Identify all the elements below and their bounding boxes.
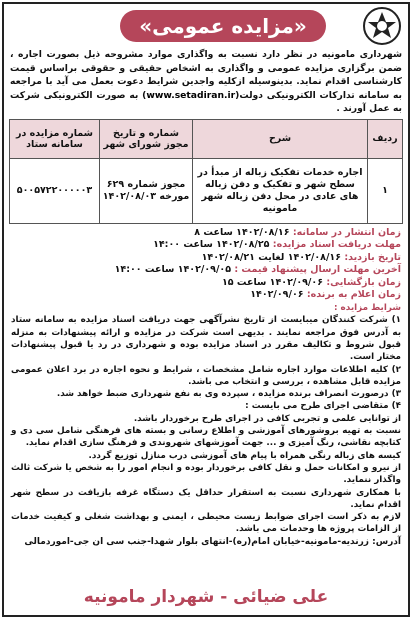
condition-item: کیسه های زباله رنگی همراه با پیام های آموزشی درب منازل توزیع گردد. bbox=[88, 450, 401, 461]
condition-item: با همکاری شهرداری نسبت به استقرار حداقل یک دستگاه غرفه بازیافت در سطح شهر اقدام نماید. bbox=[11, 487, 401, 510]
table-header-row bbox=[10, 119, 403, 158]
col-header-auction-number: شماره مزایده در سامانه ستاد bbox=[10, 119, 100, 158]
condition-item: ۱) شرکت کنندگان میبایست از تاریخ نشرآگهی جهت دریافت اسناد مزایده به سامانه ستاد به آدرس فوق مراجعه نمایند . بدیهی است شرکت در مزایده و ارائه پیشنهادات به منزله قبول شروط و تکالیف مقرر در اسناد مزایده بوده و شهرداری در رد یا قبول پیشنهادات مختار است. bbox=[11, 315, 401, 363]
date-line: زمان انتشار در سامانه: ۱۴۰۲/۰۸/۱۶ ساعت ۸ bbox=[194, 226, 401, 238]
dates-section bbox=[4, 224, 408, 303]
col-header-description: شرح bbox=[193, 119, 368, 158]
condition-item: ۲) کلیه اطلاعات موارد اجاره شامل مشخصات ، شرایط و نحوه اجاره در برد اعلان عمومی مزایده قابل مشاهده ، بررسی و انتخاب می باشد. bbox=[11, 364, 401, 387]
col-header-row-number: ردیف bbox=[368, 119, 403, 158]
intro-paragraph: شهرداری مامونیه در نظر دارد نسبت به واگذاری موارد مشروحه ذیل بصورت اجاره ، ضمن برگزاری مزایده عمومی و واگذاری به اشخاص حقیقی و حقوقی براساس قیمت کارشناسی اقدام نماید. بدینوسیله ازکلیه واجدین شرایط دعوت بعمل می آید با مراجعه به سامانه تدارکات الکترونیکی دولت(www.setadiran.ir) به صورت الکترونیکی شرکت به عمل آورند . bbox=[10, 49, 402, 114]
municipality-logo-icon bbox=[362, 6, 402, 46]
conditions-title: شرایط مزایده : bbox=[333, 303, 401, 314]
signature: علی ضیائی - شهردار مامونیه bbox=[83, 587, 329, 607]
condition-item: لازم به ذکر است اجرای ضوابط زیست محیطی ، ایمنی و بهداشت شغلی و کیفیت خدمات از الزامات پروژه ها وحدمات می باشد. bbox=[11, 512, 401, 535]
auction-table bbox=[9, 119, 403, 224]
condition-item: ۴) متقاضی اجرای طرح می بایست : bbox=[245, 401, 401, 412]
setadiran-link[interactable]: www.setadiran.ir bbox=[146, 89, 236, 101]
date-line: تاریخ بازدید: ۱۴۰۲/۰۸/۱۶ لغایت ۱۴۰۲/۰۸/۲۱ bbox=[201, 251, 401, 263]
condition-item: نسبت به تهیه بروشورهای آموزشی و اطلاع رسانی و بسته های فرهنگی شامل سی دی و کتابچه نقاشی، رنگ آمیزی و ... جهت آموزشهای شهروندی و فرهنگ سازی اقدام نماید. bbox=[11, 426, 401, 449]
address-label: آدرس: bbox=[372, 536, 401, 547]
address-line bbox=[4, 536, 408, 548]
cell-description: اجاره خدمات تفکیک زباله از مبدأ در سطح شهر و تفکیک و دفن زباله های عادی در محل دفن زباله شهر مامونیه bbox=[193, 158, 368, 223]
date-line: آخرین مهلت ارسال پیشنهاد قیمت : ۱۴۰۲/۰۹/۰۵ ساعت ۱۴:۰۰ bbox=[114, 264, 401, 276]
table-row bbox=[10, 158, 403, 223]
condition-item: از نیرو و امکانات حمل و نقل کافی برخوردار بوده و انجام امور را به شخص یا شرکت ثالث واگذار ننماید. bbox=[11, 462, 401, 486]
date-line: زمان بازگشایی: ۱۴۰۲/۰۹/۰۶ ساعت ۱۵ bbox=[221, 276, 401, 288]
cell-auction-number: ۵۰۰۵۷۲۲۰۰۰۰۰۳ bbox=[10, 158, 100, 223]
address-text: زرندیه-مامونیه-خیابان امام(ره)-انتهای بلوار شهدا-جنب سی ان جی-اموردمالی bbox=[24, 536, 369, 547]
date-line: زمان اعلام به برنده: ۱۴۰۲/۰۹/۰۶ bbox=[250, 289, 401, 301]
col-header-permit: شماره و تاریخ مجوز شورای شهر bbox=[100, 119, 193, 158]
conditions-section bbox=[4, 302, 408, 536]
date-line: مهلت دریافت اسناد مزایده: ۱۴۰۲/۰۸/۲۵ ساعت ۱۴:۰۰ bbox=[153, 239, 401, 251]
cell-permit: مجوز شماره ۶۲۹ مورخه ۱۴۰۲/۰۸/۰۳ bbox=[100, 158, 193, 223]
notice-frame bbox=[2, 2, 410, 617]
cell-row-number: ۱ bbox=[368, 158, 403, 223]
condition-item: از توانایی علمی و تجربی کافی در اجرای طرح برخوردار باشد. bbox=[133, 413, 401, 424]
header bbox=[4, 4, 408, 48]
page-title: «مزایده عمومی» bbox=[120, 10, 326, 42]
condition-item: ۳) درصورت انصراف برنده مزایده ، سپرده وی به نفع شهرداری ضبط خواهد شد. bbox=[56, 389, 401, 400]
